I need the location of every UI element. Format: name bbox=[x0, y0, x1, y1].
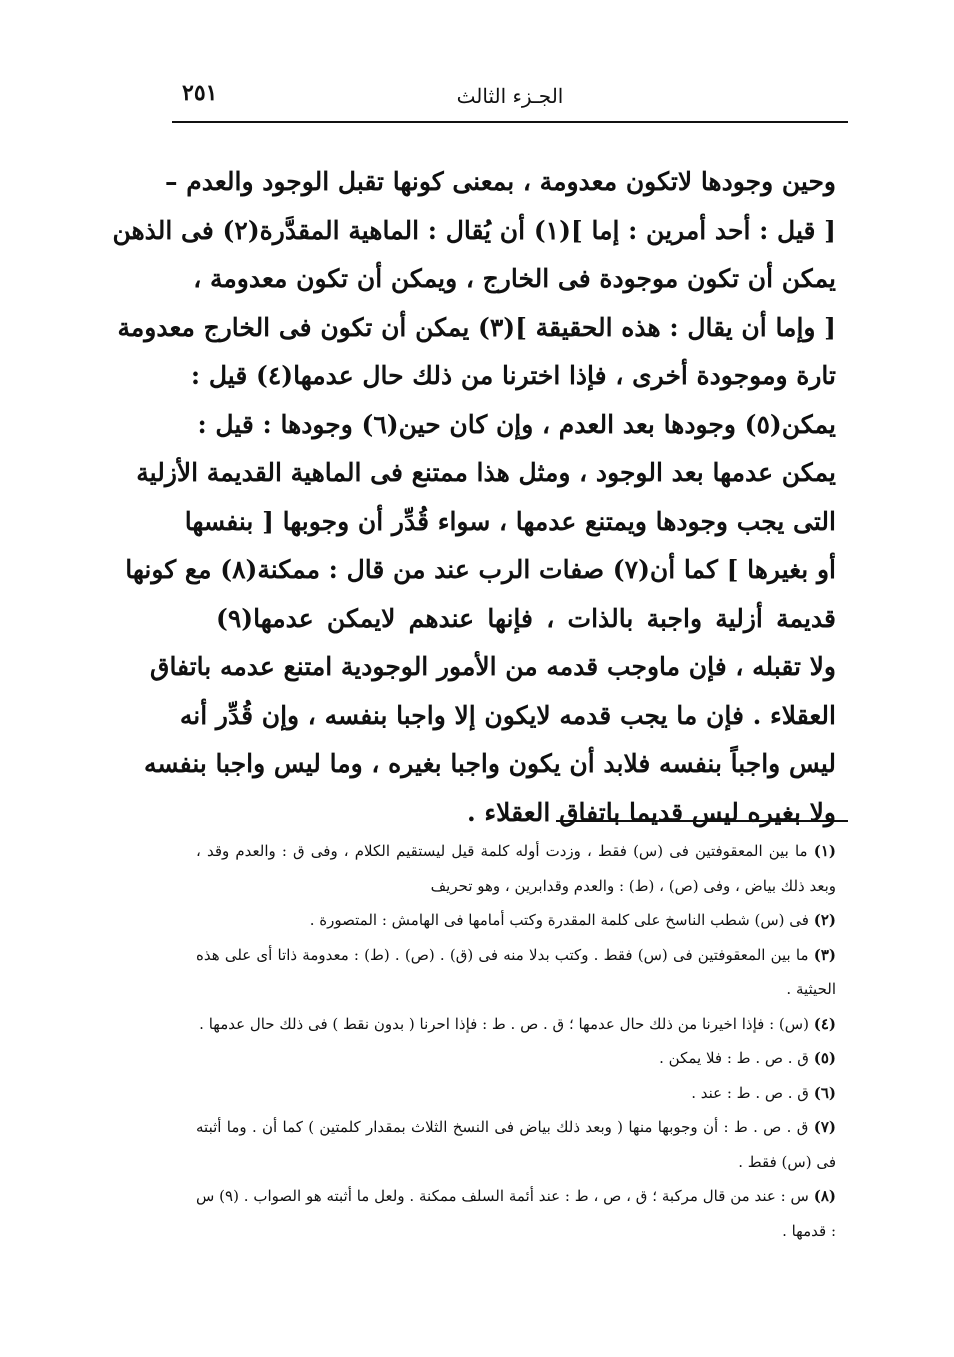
footnote-text: س : عند من قال مركبة ؛ ق ، ص ، ط : عند أئمة السلف ممكنة . ولعل ما أثبته هو الصواب . (٩) س : قدمها . bbox=[196, 1187, 836, 1240]
footnote bbox=[196, 834, 836, 903]
footnote-number: (٧) bbox=[813, 1118, 836, 1136]
footnote-text: فى (س) شطب الناسخ على كلمة المقدرة وكتب أمامها فى الهامش : المتصورة . bbox=[309, 911, 809, 929]
footnote bbox=[196, 938, 836, 1007]
text-line: [ وإما أن يقال : هذه الحقيقة ](٣) يمكن أن تكون فى الخارج معدومة bbox=[117, 312, 836, 342]
footnote bbox=[196, 903, 836, 938]
footnote-text: (س) : فإذا اخيرنا من ذلك حال عدمها ؛ ق . ص . ط : فإذا احرنا ( بدون نقط ) فى ذلك حال عدمها . bbox=[199, 1014, 809, 1033]
footnote-text: ما بين المعقوفتين فى (س) فقط ، وزدت أوله كلمة قيل ليستقيم الكلام ، وفى ق : والعدم وقد ، وبعد ذلك بياض ، وفى (ص) ، (ط) : والعدم وقدابرين ، وهو تحريف bbox=[196, 842, 836, 895]
footnote bbox=[196, 1076, 836, 1111]
footnote-number: (٨) bbox=[813, 1187, 836, 1205]
footnote bbox=[196, 1179, 836, 1248]
page-number: ٢٥١ bbox=[182, 80, 218, 106]
footnote-text: ما بين المعقوفتين فى (س) فقط . وكتب بدلا منه فى (ق) . (ص) . (ط) : معدومة ذاتا أى على هذه الحيثية . bbox=[196, 945, 836, 998]
footnotes bbox=[196, 834, 836, 1248]
footnote bbox=[196, 1007, 836, 1042]
text-line: قديمة أزلية واجبة بالذات ، فإنها عندهم لايمكن عدمها(٩) bbox=[216, 603, 836, 633]
text-line: ولا بغيره ليس قديما باتفاق العقلاء . bbox=[467, 797, 836, 827]
running-head: الجـزء الثالث bbox=[456, 84, 564, 108]
footnote-text: ق . ص . ط : عند . bbox=[691, 1083, 809, 1102]
main-text bbox=[112, 158, 836, 837]
footnote-number: (٤) bbox=[813, 1014, 836, 1033]
footnote bbox=[196, 1110, 836, 1179]
footnote-text: ق . ص . ط : أن وجوبها منها ( وبعد ذلك بياض فى النسخ الثلاث بمقدار كلمتين ) كما أن . وما أثبته فى (س) فقط . bbox=[196, 1118, 836, 1171]
text-line: ولا تقبله ، فإن ماوجب قدمه من الأمور الوجودية امتنع عدمه باتفاق bbox=[150, 652, 836, 681]
footnote-number: (٢) bbox=[813, 911, 836, 929]
text-line: تارة وموجودة أخرى ، فإذا اخترنا من ذلك حال عدمها(٤) قيل : bbox=[190, 361, 836, 390]
header-rule bbox=[172, 121, 848, 123]
text-line: وحين وجودها لاتكون معدومة ، بمعنى كونها تقبل الوجود والعدم – bbox=[165, 167, 836, 196]
footnote-number: (٥) bbox=[813, 1049, 836, 1067]
text-line: يمكن(٥) وجودها بعد العدم ، وإن كان حين(٦) وجودها : قيل : bbox=[197, 409, 836, 439]
text-line: يمكن عدمها بعد الوجود ، ومثل هذا ممتنع فى الماهية القديمة الأزلية bbox=[136, 458, 836, 487]
text-line: [ قيل : أحد أمرين : إما ](١) أن يُقال : الماهية المقدَّرة(٢) فى الذهن bbox=[112, 215, 836, 245]
footnote-text: ق . ص . ط : فلا يمكن . bbox=[659, 1049, 809, 1067]
text-line: ليس واجباً بنفسه فلابد أن يكون واجبا بغيره ، وما ليس واجبا بنفسه bbox=[143, 749, 836, 778]
footnote bbox=[196, 1041, 836, 1076]
text-line: يمكن أن تكون موجودة فى الخارج ، ويمكن أن تكون معدومة ، bbox=[193, 264, 836, 293]
text-line: أو بغيرها ] كما أن(٧) صفات الرب عند من قال : ممكنة(٨) مع كونها bbox=[125, 555, 836, 584]
text-line: العقلاء . فإن ما يجب قدمه لايكون إلا واجبا بنفسه ، وإن قُدِّر أنه bbox=[179, 700, 836, 730]
page-header bbox=[172, 80, 848, 120]
footnote-number: (٦) bbox=[813, 1083, 836, 1102]
footnote-number: (٣) bbox=[813, 945, 836, 964]
footnote-number: (١) bbox=[813, 842, 836, 860]
footnote-separator bbox=[556, 820, 848, 822]
text-line: التى يجب وجودها ويمتنع عدمها ، سواء قُدِّر أن وجوبها [ بنفسها bbox=[184, 506, 836, 536]
